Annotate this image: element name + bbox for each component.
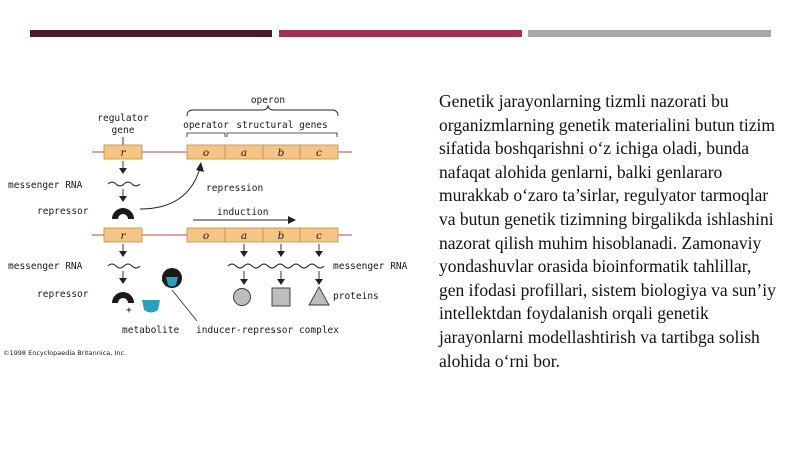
gene-c-label-1: c — [316, 147, 322, 159]
proteins-label: proteins — [333, 291, 379, 302]
header-accent-bar-1 — [30, 30, 272, 37]
translation-arrowhead-1 — [119, 196, 127, 202]
gene-b-label-1: b — [277, 147, 285, 159]
metabolite-shape — [142, 300, 160, 313]
operator-label: operator — [183, 120, 229, 131]
induction-arrowhead — [288, 216, 296, 224]
protein-b-square — [272, 288, 290, 306]
regulator-gene-label-line2: gene — [111, 125, 135, 136]
repressor-shape-2 — [112, 292, 134, 303]
messenger-rna-label-1: messenger RNA — [8, 180, 83, 191]
body-paragraph: Genetik jarayonlarning tizmli nazorati bu organizmlarning genetik materialini butun tizim sifatida boshqarishni o‘z ichiga oladi, bunda nafaqat alohida genlarni, balki genlararo murakkab o‘zaro ta’sirlar, regulyator tarmoqlar va butun genetik tizimning birgalikda ishlashini nazorat qilish muhim hisoblanadi. Zamonaviy yondashuvlar orasida bioinformatik tahlillar, gen ifodasi profillari, sistem biologiya va sun’iy intellektdan foydalanish orqali genetik jarayonlarni modellashtirish va tartibga solish alohida o‘rni bor. — [439, 91, 776, 371]
operon-diagram — [0, 85, 425, 370]
gene-r-label-2: r — [120, 230, 126, 242]
translation-arrowhead-2 — [119, 278, 127, 284]
transcription-arrowhead-2 — [119, 251, 127, 257]
header-accent-bar-2 — [279, 30, 522, 37]
structural-genes-label: structural genes — [236, 120, 328, 131]
messenger-rna-label-2: messenger RNA — [8, 261, 83, 272]
gene-a-label-1: a — [240, 147, 248, 159]
transcription-arrowhead-1 — [119, 168, 127, 174]
gene-r-label-1: r — [120, 147, 126, 159]
regulator-gene-label-line1: regulator — [97, 113, 149, 124]
transcription-arrowhead-a — [240, 251, 248, 257]
operon-bracket — [187, 105, 338, 116]
repressor-shape-1 — [112, 208, 134, 219]
gene-c-label-2: c — [316, 230, 322, 242]
operon-label: operon — [250, 95, 286, 106]
translation-arrowhead-c — [315, 279, 323, 285]
metabolite-label: metabolite — [122, 325, 180, 336]
protein-a-circle — [234, 289, 251, 306]
gene-o-label-2: o — [202, 230, 210, 242]
repressor-label-1: repressor — [37, 206, 89, 217]
gene-o-label-1: o — [202, 147, 210, 159]
gene-b-label-2: b — [277, 230, 285, 242]
repressor-label-2: repressor — [37, 289, 89, 300]
header-accent-bar-3 — [528, 30, 771, 37]
mrna-wave-1 — [108, 182, 140, 186]
inducer-repressor-complex-label: inducer-repressor complex — [196, 325, 339, 336]
induction-label: induction — [217, 207, 269, 218]
structural-genes-bracket — [227, 133, 337, 137]
repression-label: repression — [206, 183, 264, 194]
messenger-rna-label-3: messenger RNA — [333, 261, 408, 272]
mrna-wave-2 — [108, 264, 140, 268]
translation-arrowhead-a — [240, 279, 248, 285]
protein-c-triangle — [309, 287, 329, 305]
transcription-arrowhead-b — [277, 251, 285, 257]
copyright-text: ©1998 Encyclopaedia Britannica, Inc. — [3, 349, 127, 357]
translation-arrowhead-b — [277, 279, 285, 285]
gene-a-label-2: a — [240, 230, 248, 242]
operator-bracket — [187, 133, 225, 137]
repression-arrow — [140, 168, 200, 209]
complex-pointer — [172, 290, 197, 321]
repression-arrowhead — [196, 162, 204, 172]
mrna-wave-operon — [228, 264, 324, 268]
plus-sign: + — [126, 305, 132, 316]
transcription-arrowhead-c — [315, 251, 323, 257]
